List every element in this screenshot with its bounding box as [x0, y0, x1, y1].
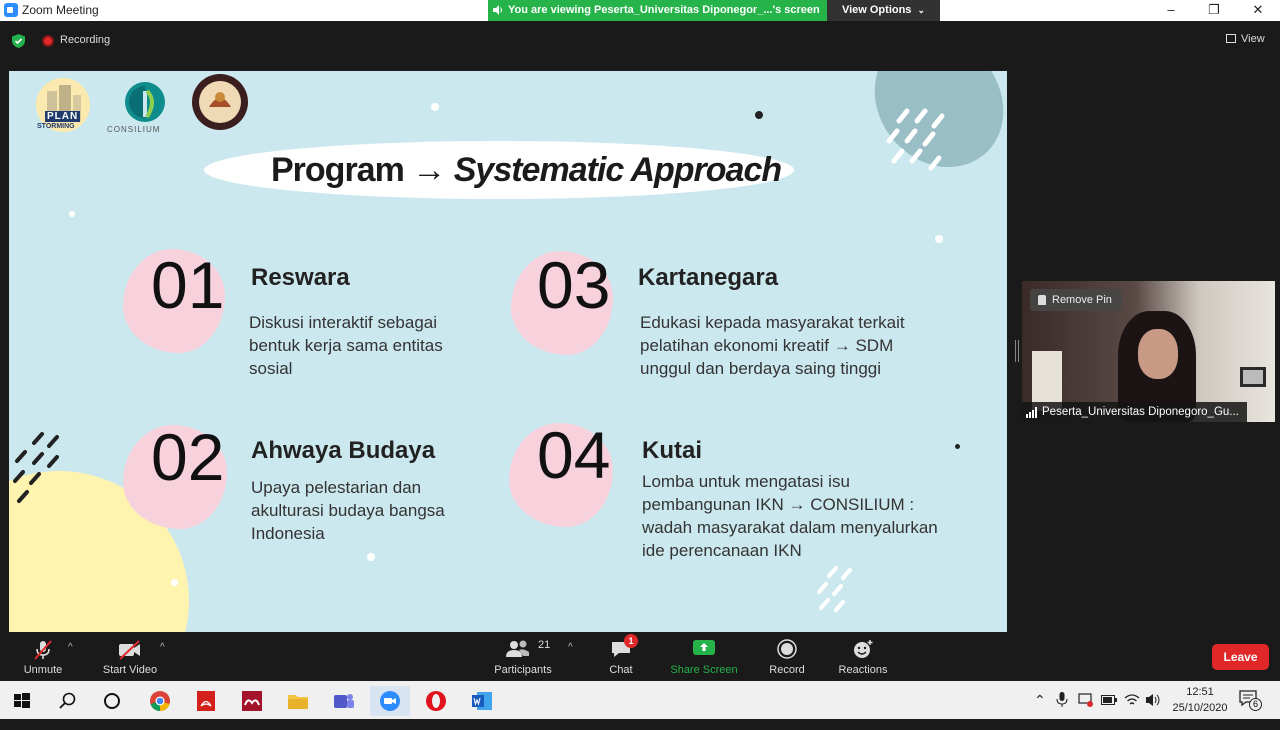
description-line: unggul dan berdaya saing tinggi: [640, 359, 882, 378]
decor-dot: [955, 444, 960, 449]
participants-label: Participants: [494, 664, 552, 676]
record-icon: [777, 639, 797, 659]
signal-strength-icon: [1026, 407, 1038, 418]
unmute-label: Unmute: [23, 664, 63, 676]
record-button[interactable]: [764, 632, 810, 681]
participant-name: Peserta_Universitas Diponegoro_Gu...: [1042, 406, 1239, 418]
viewing-banner-text: You are viewing Peserta_Universitas Diponegor_...'s screen: [508, 4, 820, 16]
battery-icon[interactable]: [1101, 694, 1117, 706]
chrome-icon: [149, 690, 171, 712]
acrobat-pdf-icon: [195, 690, 217, 712]
participants-button[interactable]: [490, 632, 556, 681]
windows-taskbar: [0, 681, 1280, 719]
planstorming-logo-subtext: STORMING: [37, 123, 75, 130]
teams-icon: [333, 690, 355, 712]
description-line: Indonesia: [251, 524, 325, 543]
description-line: pelatihan ekonomi kreatif → SDM: [640, 336, 894, 355]
recording-label: Recording: [60, 34, 111, 46]
volume-icon[interactable]: [1145, 692, 1161, 708]
view-options-label: View Options: [841, 4, 912, 16]
meeting-controls-toolbar: [0, 632, 1280, 681]
notification-count-badge: 6: [1249, 698, 1262, 711]
record-label: Record: [769, 664, 805, 676]
planstorming-logo-text: PLAN: [47, 111, 79, 122]
chat-label: Chat: [609, 664, 633, 676]
item-description: [249, 311, 443, 380]
decor-dot: [69, 211, 75, 217]
item-heading: Reswara: [251, 264, 350, 291]
planstorming-logo: [31, 77, 95, 133]
chevron-down-icon: ⌄: [917, 5, 926, 15]
word-icon: [471, 690, 493, 712]
panel-resize-handle[interactable]: [1015, 340, 1019, 362]
show-hidden-icons-button[interactable]: [1034, 692, 1046, 730]
description-line: Lomba untuk mengatasi isu: [642, 472, 850, 491]
microphone-tray-icon[interactable]: [1056, 692, 1068, 708]
mendeley-icon: [241, 690, 263, 712]
consilium-logo: [105, 81, 185, 137]
description-line: wadah masyarakat dalam menyalurkan: [642, 518, 938, 537]
view-label: View: [1241, 33, 1265, 45]
network-sharing-icon[interactable]: [1078, 692, 1094, 708]
share-screen-icon: [692, 639, 716, 657]
item-number: 03: [537, 248, 611, 322]
slide-title: [271, 141, 781, 199]
task-view-button[interactable]: [92, 686, 132, 716]
window-title-bar: [0, 0, 1280, 21]
item-heading: Ahwaya Budaya: [251, 437, 436, 464]
university-seal-logo: [191, 73, 249, 131]
participant-face: [1138, 329, 1178, 379]
window-title: Zoom Meeting: [22, 3, 99, 17]
speaker-icon: [493, 5, 503, 15]
start-video-button[interactable]: [98, 632, 162, 681]
windows-start-button[interactable]: [2, 686, 42, 716]
pin-icon: [1038, 295, 1046, 305]
viewing-screen-banner: [488, 0, 827, 21]
participants-count: 21: [538, 639, 551, 651]
item-description: [640, 311, 905, 380]
taskbar-acrobat[interactable]: [186, 686, 226, 716]
close-button[interactable]: ✕: [1252, 2, 1264, 17]
clock-date: 25/10/2020: [1172, 702, 1228, 714]
taskbar-search-button[interactable]: [48, 686, 88, 716]
decor-dot: [755, 111, 763, 119]
university-seal-icon: [191, 73, 249, 131]
decor-dot: [367, 553, 375, 561]
clock-time: 12:51: [1186, 686, 1214, 698]
description-line: akulturasi budaya bangsa: [251, 501, 445, 520]
description-line: Edukasi kepada masyarakat terkait: [640, 313, 905, 332]
slide-title-arrow: →: [412, 151, 446, 189]
reactions-label: Reactions: [838, 664, 888, 676]
meeting-area: [0, 21, 1280, 632]
video-off-icon: [117, 639, 143, 661]
restore-button[interactable]: ❐: [1208, 2, 1220, 17]
item-description: [642, 470, 938, 562]
slide-title-systematic-approach: Systematic Approach: [453, 151, 782, 189]
unmute-button[interactable]: [14, 632, 72, 681]
task-view-icon: [101, 690, 123, 712]
decor-dashes-top-right: [879, 106, 959, 186]
audio-options-caret-icon[interactable]: ^: [68, 642, 73, 653]
participants-options-caret-icon[interactable]: ^: [568, 642, 573, 653]
zoom-app-icon: [4, 3, 18, 17]
reactions-button[interactable]: [834, 632, 892, 681]
view-options-button[interactable]: [827, 0, 940, 21]
decor-dashes-left: [9, 431, 69, 511]
description-line: Diskusi interaktif sebagai: [249, 313, 438, 332]
description-line: pembangunan IKN → CONSILIUM :: [642, 495, 915, 514]
item-number: 01: [151, 248, 225, 322]
shield-icon[interactable]: [12, 34, 25, 48]
item-number: 04: [537, 418, 611, 492]
chat-button[interactable]: [600, 632, 642, 681]
description-line: ide perencanaan IKN: [642, 541, 802, 560]
minimize-button[interactable]: –: [1167, 2, 1175, 17]
search-icon: [57, 690, 79, 712]
participant-video-tile[interactable]: [1022, 281, 1275, 422]
smiley-add-icon: [852, 639, 874, 659]
taskbar-chrome[interactable]: [140, 686, 180, 716]
muted-microphone-icon: [32, 639, 54, 661]
share-screen-button[interactable]: [668, 632, 740, 681]
taskbar-zoom[interactable]: [370, 686, 410, 716]
consilium-logo-text: CONSILIUM: [107, 125, 161, 134]
recording-dot-icon: [42, 35, 54, 47]
taskbar-word[interactable]: [462, 686, 502, 716]
item-description: [251, 476, 445, 545]
taskbar-mendeley[interactable]: [232, 686, 272, 716]
remove-pin-button[interactable]: [1030, 289, 1122, 311]
remove-pin-label: Remove Pin: [1052, 294, 1112, 306]
start-video-label: Start Video: [102, 664, 158, 676]
leave-meeting-button[interactable]: Leave: [1212, 644, 1269, 670]
decor-dot: [431, 103, 439, 111]
item-heading: Kartanegara: [638, 264, 779, 291]
grid-view-icon: [1226, 34, 1236, 43]
windows-logo-icon: [11, 690, 33, 712]
shared-screen-slide: [9, 71, 1007, 632]
description-line: Upaya pelestarian dan: [251, 478, 422, 497]
description-line: bentuk kerja sama entitas: [249, 336, 443, 355]
taskbar-teams[interactable]: [324, 686, 364, 716]
item-number: 02: [151, 420, 225, 494]
wifi-icon[interactable]: [1124, 692, 1140, 708]
video-options-caret-icon[interactable]: ^: [160, 642, 165, 653]
decor-dot: [171, 579, 178, 586]
participants-icon: [505, 639, 531, 659]
share-screen-label: Share Screen: [670, 664, 738, 676]
item-heading: Kutai: [642, 437, 702, 464]
chevron-up-icon: ⌃: [1034, 692, 1046, 708]
zoom-icon: [379, 690, 401, 712]
video-frame-picture: [1240, 367, 1266, 387]
decor-dot: [935, 235, 943, 243]
decor-dashes-bottom-right: [809, 566, 859, 626]
action-center-button[interactable]: [1238, 689, 1262, 713]
taskbar-opera[interactable]: [416, 686, 456, 716]
description-line: sosial: [249, 359, 293, 378]
opera-icon: [425, 690, 447, 712]
view-button[interactable]: [1226, 33, 1265, 45]
folder-icon: [287, 690, 309, 712]
consilium-emblem-icon: [117, 81, 173, 123]
chat-unread-badge: 1: [624, 634, 638, 648]
participant-name-bar: [1022, 402, 1247, 422]
taskbar-clock[interactable]: [1168, 684, 1232, 716]
slide-title-program: Program: [271, 151, 404, 189]
taskbar-file-explorer[interactable]: [278, 686, 318, 716]
